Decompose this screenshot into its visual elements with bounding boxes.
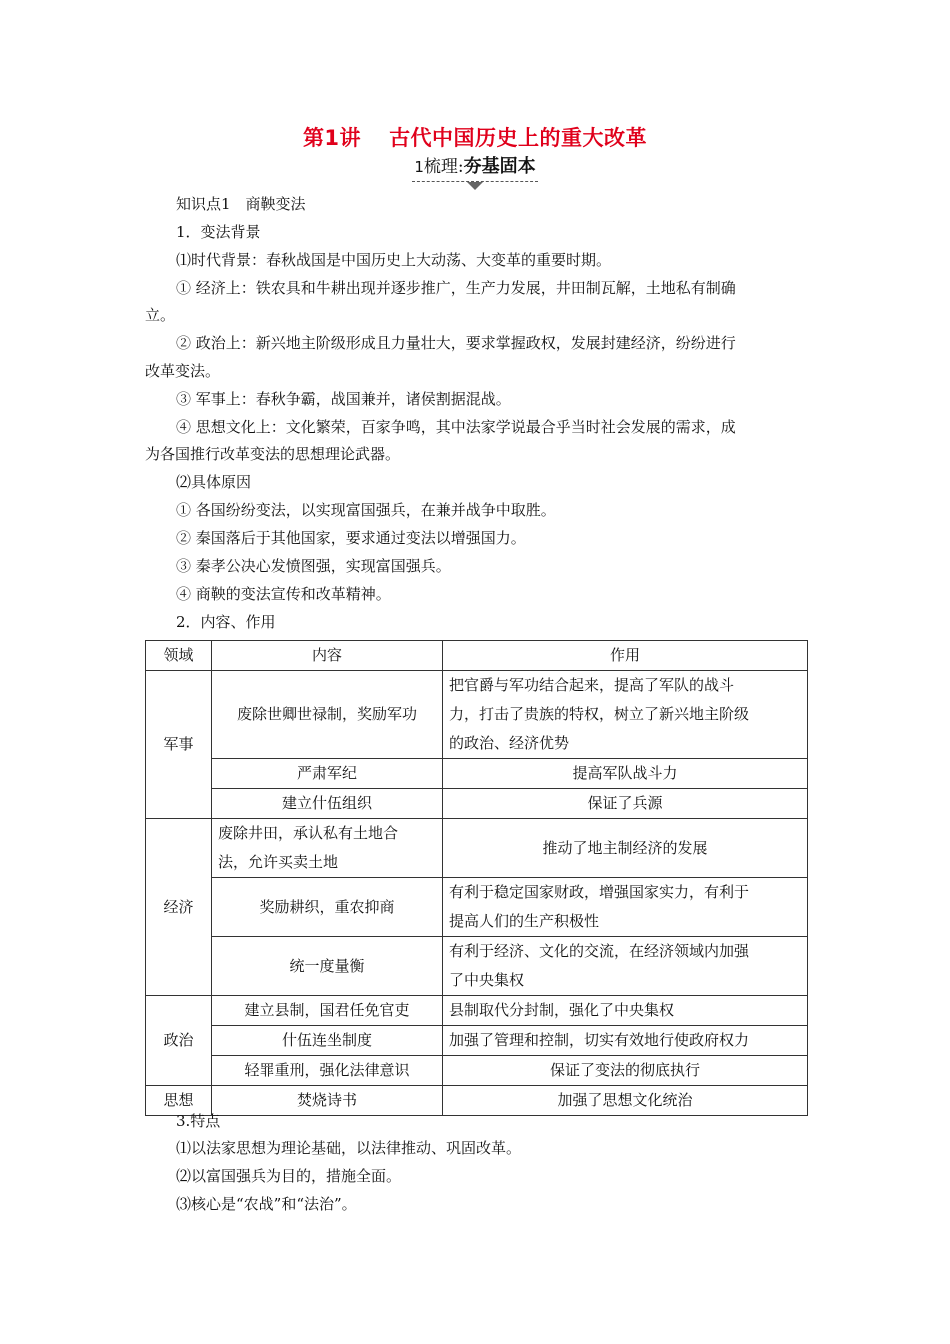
content-line: 废除井田，承认私有土地合 [218, 824, 399, 842]
effect-cell: 加强了思想文化统治 [443, 1086, 808, 1116]
effect-line: 把官爵与军功结合起来，提高了军队的战斗 [449, 676, 735, 694]
table-row [146, 671, 808, 759]
field-politics: 政治 [146, 996, 212, 1086]
feature-2: ⑵以富国强兵为目的，措施全面。 [176, 1167, 402, 1185]
table-row [146, 878, 808, 937]
lesson-name: 古代中国历史上的重大改革 [389, 126, 648, 150]
content-cell: 焚烧诗书 [212, 1086, 443, 1116]
features-heading: 3.特点 [176, 1112, 221, 1130]
down-triangle-icon [467, 182, 483, 190]
reform-table [145, 640, 808, 1116]
lesson-title [0, 122, 950, 152]
military-line: ③ 军事上：春秋争霸，战国兼并，诸侯割据混战。 [176, 390, 511, 408]
politics-line-1: ② 政治上：新兴地主阶级形成且力量壮大，要求掌握政权，发展封建经济，纷纷进行 [176, 334, 736, 352]
content-line: 法，允许买卖土地 [218, 853, 339, 871]
content-cell: 严肃军纪 [212, 759, 443, 789]
field-economy: 经济 [146, 819, 212, 996]
effect-line: 有利于经济、文化的交流，在经济领域内加强 [449, 942, 750, 960]
cause-4: ④ 商鞅的变法宣传和改革精神。 [176, 585, 391, 603]
content-cell: 废除世卿世禄制，奖励军功 [212, 671, 443, 759]
table-row [146, 1026, 808, 1056]
header-content: 内容 [212, 641, 443, 671]
effect-line: 了中央集权 [449, 971, 525, 989]
background-heading: 1．变法背景 [176, 223, 261, 241]
effect-cell: 县制取代分封制，强化了中央集权 [443, 996, 808, 1026]
header-effect: 作用 [443, 641, 808, 671]
effect-cell: 加强了管理和控制，切实有效地行使政府权力 [443, 1026, 808, 1056]
economy-line-1: ① 经济上：铁农具和牛耕出现并逐步推广，生产力发展，井田制瓦解，土地私有制确 [176, 279, 736, 297]
effect-line: 有利于稳定国家财政，增强国家实力，有利于 [449, 883, 750, 901]
effect-cell [443, 878, 808, 937]
table-row [146, 819, 808, 878]
feature-3: ⑶核心是“农战”和“法治”。 [176, 1195, 357, 1213]
section-title: 夯基固本 [463, 156, 536, 177]
content-cell: 什伍连坐制度 [212, 1026, 443, 1056]
content-cell: 奖励耕织，重农抑商 [212, 878, 443, 937]
table-row [146, 759, 808, 789]
cause-1: ① 各国纷纷变法，以实现富国强兵，在兼并战争中取胜。 [176, 501, 556, 519]
effect-line: 力，打击了贵族的特权，树立了新兴地主阶级 [449, 705, 750, 723]
knowledge-point-heading: 知识点1 商鞅变法 [176, 195, 306, 213]
effect-cell: 保证了变法的彻底执行 [443, 1056, 808, 1086]
content-cell: 建立什伍组织 [212, 789, 443, 819]
politics-line-2: 改革变法。 [145, 362, 221, 380]
cause-2: ② 秦国落后于其他国家，要求通过变法以增强国力。 [176, 529, 526, 547]
content-cell [212, 819, 443, 878]
effect-line: 的政治、经济优势 [449, 734, 570, 752]
section-heading [0, 152, 950, 182]
table-row [146, 1086, 808, 1116]
section-number: 1 [414, 158, 424, 176]
content-heading: 2．内容、作用 [176, 613, 276, 631]
lesson-number: 第1讲 [302, 126, 362, 150]
table-row [146, 996, 808, 1026]
header-field: 领域 [146, 641, 212, 671]
thought-line-1: ④ 思想文化上：文化繁荣，百家争鸣，其中法家学说最合乎当时社会发展的需求，成 [176, 418, 736, 436]
table-row [146, 937, 808, 996]
effect-cell: 保证了兵源 [443, 789, 808, 819]
table-row [146, 1056, 808, 1086]
feature-1: ⑴以法家思想为理论基础，以法律推动、巩固改革。 [176, 1139, 522, 1157]
effect-cell: 提高军队战斗力 [443, 759, 808, 789]
content-cell: 轻罪重刑，强化法律意识 [212, 1056, 443, 1086]
era-background: ⑴时代背景：春秋战国是中国历史上大动荡、大变革的重要时期。 [176, 251, 612, 269]
field-military: 军事 [146, 671, 212, 819]
economy-line-2: 立。 [145, 306, 176, 324]
thought-line-2: 为各国推行改革变法的思想理论武器。 [145, 445, 401, 463]
section-prefix: 梳理: [423, 157, 464, 177]
cause-3: ③ 秦孝公决心发愤图强，实现富国强兵。 [176, 557, 451, 575]
content-cell: 统一度量衡 [212, 937, 443, 996]
effect-cell [443, 937, 808, 996]
effect-cell: 推动了地主制经济的发展 [443, 819, 808, 878]
table-header-row [146, 641, 808, 671]
effect-line: 提高人们的生产积极性 [449, 912, 600, 930]
field-ideology: 思想 [146, 1086, 212, 1116]
cause-heading: ⑵具体原因 [176, 473, 252, 491]
table-row [146, 789, 808, 819]
effect-cell [443, 671, 808, 759]
content-cell: 建立县制，国君任免官吏 [212, 996, 443, 1026]
